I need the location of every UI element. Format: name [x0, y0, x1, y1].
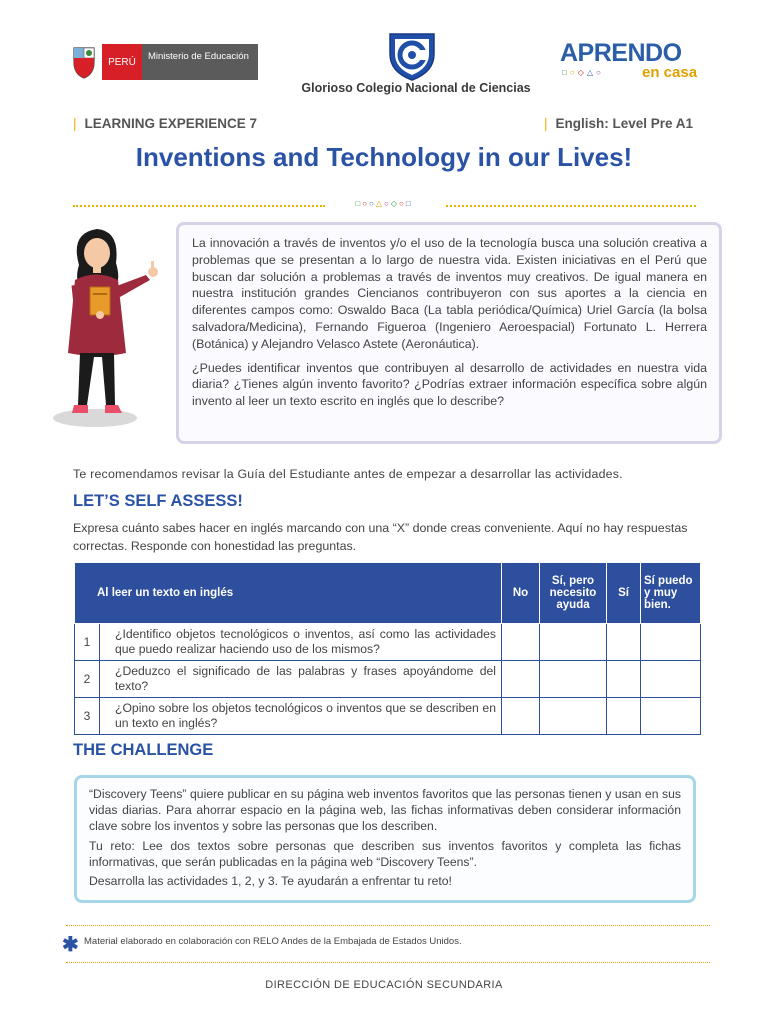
aprendo-subtitle: en casa	[642, 64, 698, 81]
aprendo-title: APRENDO	[560, 39, 682, 67]
self-assess-instructions: Expresa cuánto sabes hacer en inglés marcando con una “X” donde creas conveniente. Aquí no hay respuestas correctas. Responde con honestidad las preguntas.	[73, 521, 688, 553]
divider-right	[446, 205, 696, 207]
level-label: | English: Level Pre A1	[544, 116, 694, 131]
option-header-si-puedo: Sí puedo y muy bien.	[641, 563, 701, 624]
level-text: English: Level Pre A1	[555, 116, 694, 131]
decorative-shapes-icon: □○◇△○	[562, 68, 604, 77]
minedu-logo	[70, 44, 258, 80]
answer-cell-si[interactable]	[607, 698, 641, 735]
answer-cell-si-puedo[interactable]	[641, 661, 701, 698]
challenge-heading: THE CHALLENGE	[73, 741, 214, 759]
intro-box	[176, 222, 722, 444]
ministry-label: Ministerio de Educación	[142, 44, 258, 80]
challenge-paragraph-2: Tu reto: Lee dos textos sobre personas que describen sus inventos favoritos y completa las fichas informativas, que serán publicadas en la página web “Discovery Teens”.	[89, 838, 681, 869]
recommendation-text: Te recomendamos revisar la Guía del Estudiante antes de empezar a desarrollar las actividades.	[73, 467, 623, 481]
row-number: 3	[75, 698, 100, 735]
answer-cell-si-pero[interactable]	[540, 624, 607, 661]
table-row	[75, 698, 701, 735]
answer-cell-no[interactable]	[502, 661, 540, 698]
school-crest-icon	[386, 30, 438, 82]
challenge-box	[74, 775, 696, 903]
row-question: ¿Deduzco el significado de las palabras y frases apoyándome del texto?	[100, 661, 502, 698]
school-name: Glorioso Colegio Nacional de Ciencias	[301, 81, 531, 95]
direction-label: DIRECCIÓN DE EDUCACIÓN SECUNDARIA	[265, 979, 503, 991]
self-assess-table	[74, 562, 701, 735]
self-assess-heading: LET’S SELF ASSESS!	[73, 492, 243, 510]
student-girl-illustration	[50, 225, 170, 435]
table-row	[75, 624, 701, 661]
table-header-row	[75, 563, 701, 624]
answer-cell-no[interactable]	[502, 624, 540, 661]
footer-note: Material elaborado en colaboración con RELO Andes de la Embajada de Estados Unidos.	[84, 936, 462, 947]
answer-cell-si-pero[interactable]	[540, 661, 607, 698]
page-title: Inventions and Technology in our Lives!	[135, 142, 633, 172]
table-row	[75, 661, 701, 698]
ornament-shapes-icon: □○○△○◇○□	[355, 199, 413, 208]
answer-cell-si-puedo[interactable]	[641, 624, 701, 661]
row-number: 2	[75, 661, 100, 698]
row-number: 1	[75, 624, 100, 661]
aprendo-en-casa-logo	[560, 40, 700, 84]
intro-paragraph-1: La innovación a través de inventos y/o el uso de la tecnología busca una solución creativa a problemas que se presentan a lo largo de nuestra vida. Existen iniciativas en el Perú que buscan dar solución a problemas a través de inventos muy creativos. De igual manera en nuestra institución grandes Ciencianos contribuyeron con sus aportes a la ciencia en diferentes campos como: Oswaldo Baca (La tabla periódica/Química) Uriel García (la bolsa salvadora/Medicina), Fernando Figueroa (Ingeniero Aeroespacial) Fortunato L. Herrera (Botánica) y Alejandro Velasco Astete (Aeronáutica).	[192, 236, 707, 351]
intro-paragraph-2: ¿Puedes identificar inventos que contribuyen al desarrollo de actividades en nuestra vida diaria? ¿Tienes algún invento favorito? ¿Podrías extraer información específica sobre algún invento al leer un texto escrito en inglés que lo describe?	[192, 360, 707, 409]
learning-experience-label: | LEARNING EXPERIENCE 7	[73, 116, 258, 131]
row-question: ¿Opino sobre los objetos tecnológicos o inventos que se describen en un texto en inglés?	[100, 698, 502, 735]
table-header-question: Al leer un texto en inglés	[75, 563, 502, 624]
row-question: ¿Identifico objetos tecnológicos o inventos, así como las actividades que puedo realizar haciendo uso de los mismos?	[100, 624, 502, 661]
challenge-paragraph-3: Desarrolla las actividades 1, 2, y 3. Te ayudarán a enfrentar tu reto!	[89, 874, 452, 889]
answer-cell-si[interactable]	[607, 661, 641, 698]
option-header-si-pero: Sí, pero necesito ayuda	[540, 563, 607, 624]
option-header-si: Sí	[607, 563, 641, 624]
experience-text: LEARNING EXPERIENCE 7	[84, 116, 258, 131]
footer-divider-bottom	[66, 962, 710, 963]
answer-cell-si-pero[interactable]	[540, 698, 607, 735]
answer-cell-si-puedo[interactable]	[641, 698, 701, 735]
answer-cell-si[interactable]	[607, 624, 641, 661]
footer-divider-top	[66, 925, 710, 926]
answer-cell-no[interactable]	[502, 698, 540, 735]
peru-coat-of-arms-icon	[70, 44, 98, 80]
asterisk-icon: ✱	[62, 934, 79, 956]
divider-left	[73, 205, 325, 207]
option-header-no: No	[502, 563, 540, 624]
challenge-paragraph-1: “Discovery Teens” quiere publicar en su página web inventos favoritos que las personas tienen y usan en sus vidas diarias. Para ahorrar espacio en la página web, las fichas informativas deben considerar información clave sobre los inventos y sobre las personas que los describen.	[89, 787, 681, 834]
peru-label: PERÚ	[102, 44, 142, 80]
